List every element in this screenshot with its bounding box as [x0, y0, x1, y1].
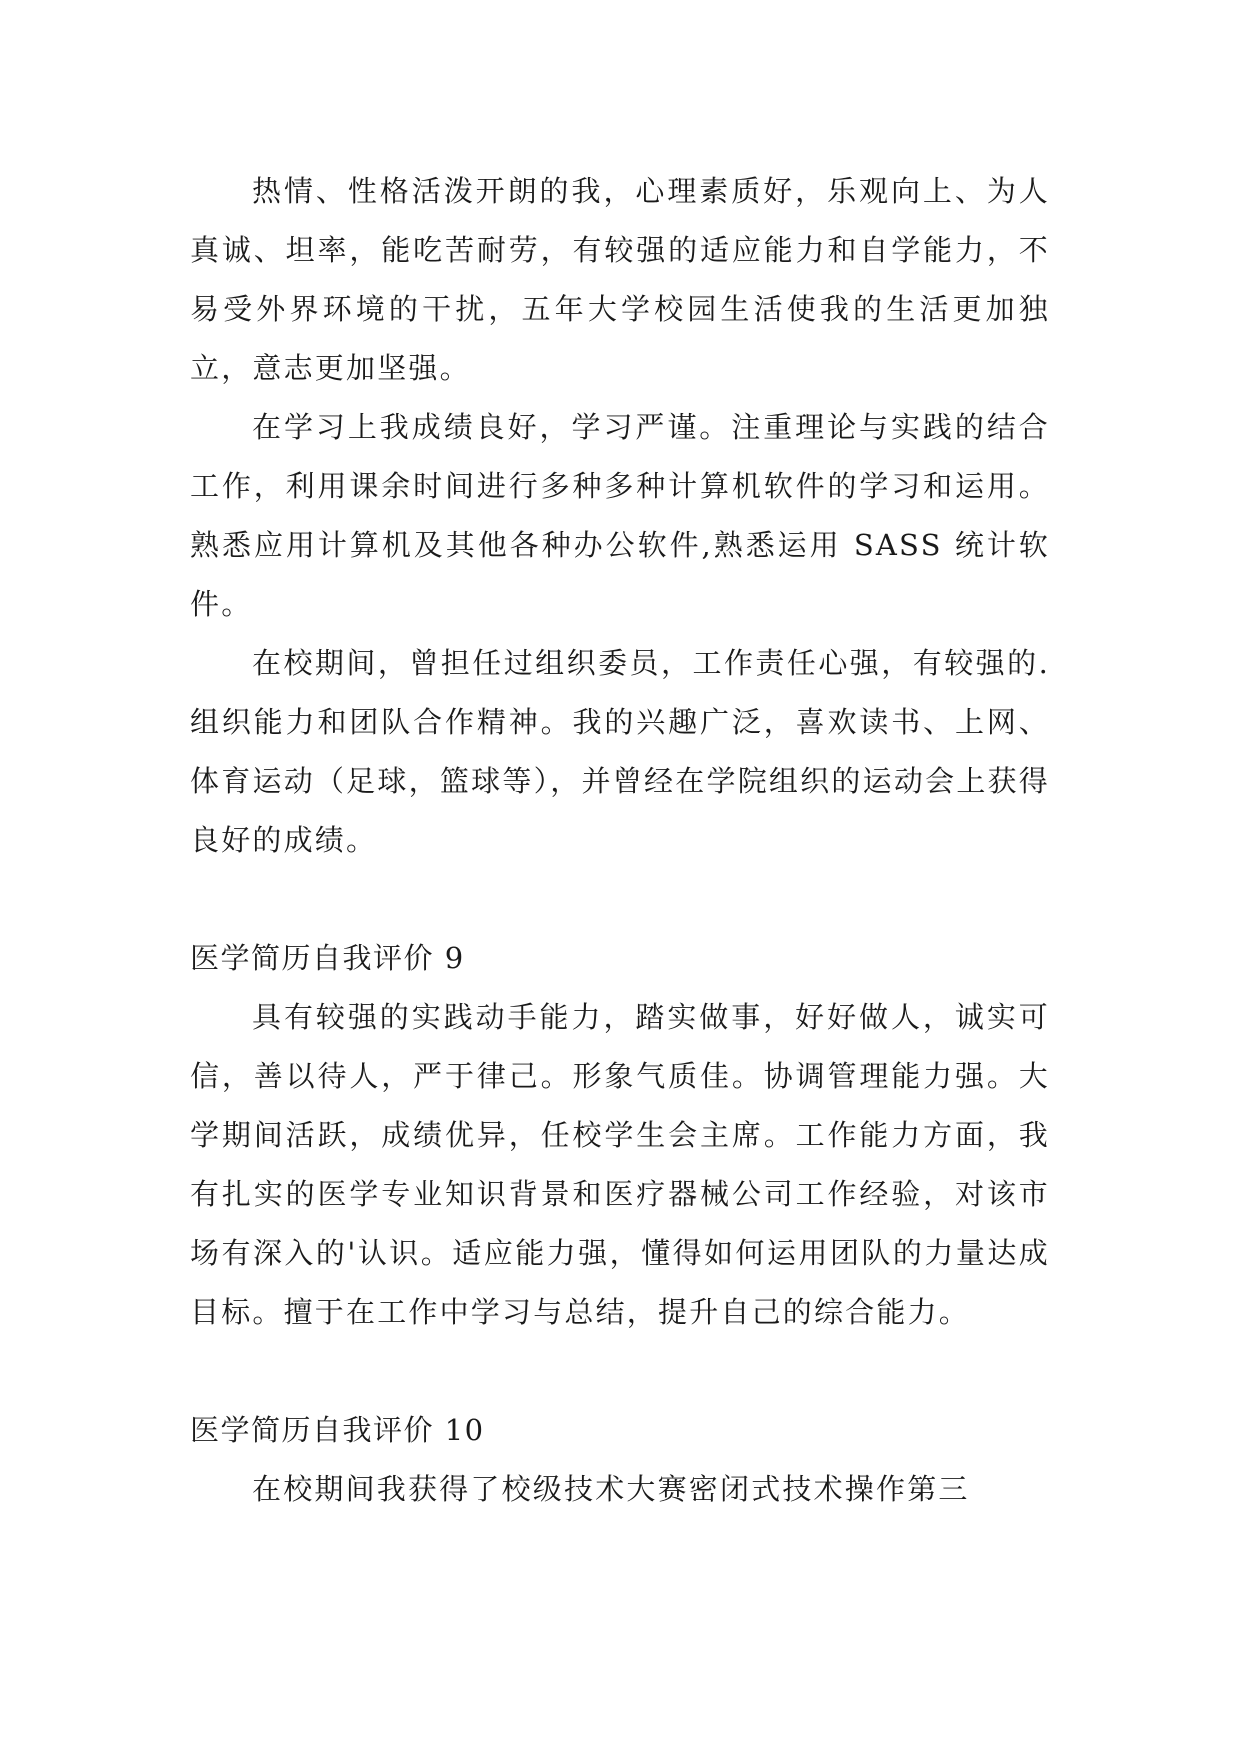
section-heading-10: 医学简历自我评价 10: [190, 1413, 485, 1447]
paragraph-campus-activities: 在校期间，曾担任过组织委员，工作责任心强，有较强的.组织能力和团队合作精神。我的兴趣广泛，喜欢读书、上网、体育运动（足球，篮球等），并曾经在学院组织的运动会上获得良好的成绩。: [190, 646, 1050, 857]
section-spacer: [190, 1342, 1050, 1401]
section-heading-9: 医学简历自我评价 9: [190, 941, 465, 975]
paragraph-personality: 热情、性格活泼开朗的我，心理素质好，乐观向上、为人真诚、坦率，能吃苦耐劳，有较强的适应能力和自学能力，不易受外界环境的干扰，五年大学校园生活使我的生活更加独立，意志更加坚强。: [190, 174, 1050, 385]
section-paragraph-10: 在校期间我获得了校级技术大赛密闭式技术操作第三: [252, 1472, 970, 1506]
paragraph-study: 在学习上我成绩良好，学习严谨。注重理论与实践的结合工作，利用课余时间进行多种多种计算机软件的学习和运用。熟悉应用计算机及其他各种办公软件,熟悉运用 SASS 统计软件。: [190, 410, 1050, 621]
section-paragraph-9: 具有较强的实践动手能力，踏实做事，好好做人，诚实可信，善以待人，严于律己。形象气质佳。协调管理能力强。大学期间活跃，成绩优异，任校学生会主席。工作能力方面，我有扎实的医学专业知识背景和医疗器械公司工作经验，对该市场有深入的'认识。适应能力强，懂得如何运用团队的力量达成目标。擅于在工作中学习与总结，提升自己的综合能力。: [190, 1000, 1050, 1329]
document-body: [190, 162, 1050, 1519]
section-spacer: [190, 870, 1050, 929]
